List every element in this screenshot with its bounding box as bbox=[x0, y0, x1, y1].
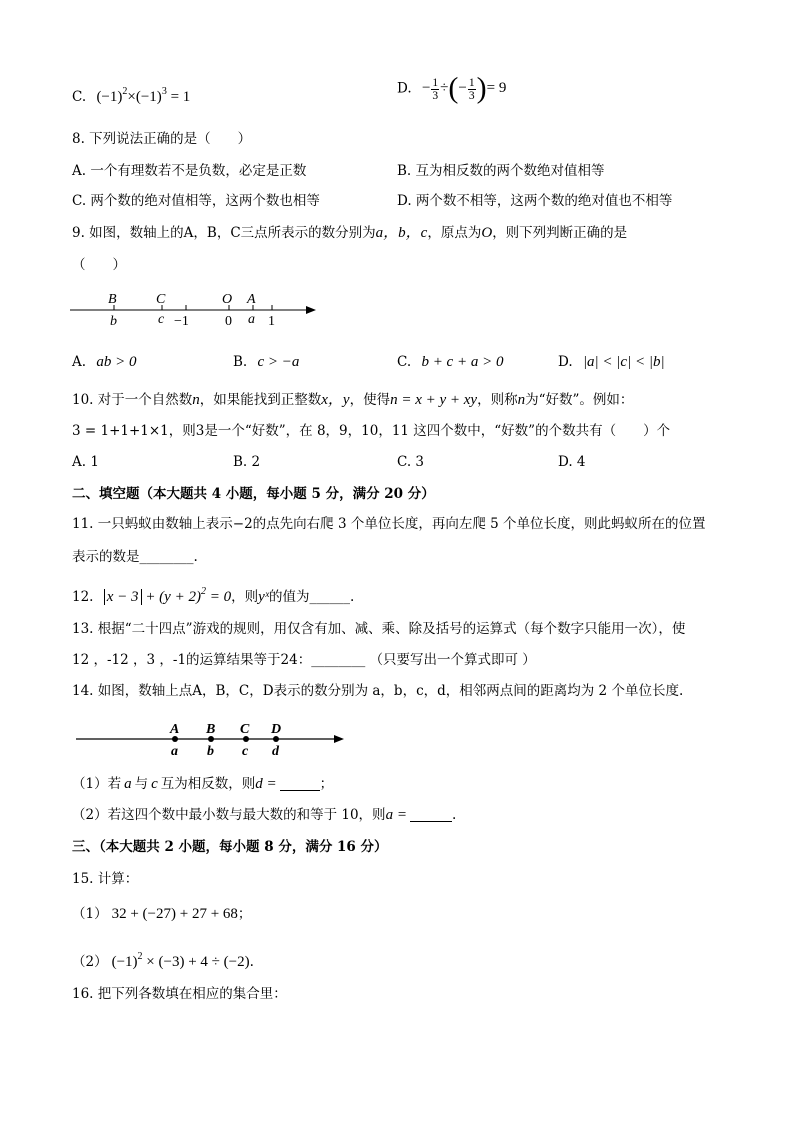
q9-option-c-expr: b + c + a > 0 bbox=[421, 354, 504, 370]
q14-part2-a: （2）若这四个数中最小数与最大数的和等于 10，则 bbox=[72, 807, 386, 823]
q14-value-c: c bbox=[242, 744, 249, 759]
q14-part1-var-a: a bbox=[124, 776, 132, 792]
q9-value-a: a bbox=[248, 312, 255, 327]
q14-part2-var: a = bbox=[385, 807, 407, 823]
q9-stem-part3: ，则下列判断正确的是 bbox=[492, 225, 628, 241]
q9-point-b: B bbox=[108, 292, 117, 307]
q9-value-1: 1 bbox=[268, 314, 275, 329]
q7-option-c bbox=[72, 83, 190, 106]
q10-option-a: A. 1 bbox=[72, 454, 99, 470]
q15-part1-end: ； bbox=[237, 906, 252, 922]
q10-option-d: D. 4 bbox=[558, 454, 586, 470]
q9-value-b: b bbox=[110, 314, 117, 329]
q9-point-o: O bbox=[222, 292, 233, 307]
q12-label: 12. bbox=[72, 589, 94, 605]
q7-option-c-label: C. bbox=[72, 89, 87, 105]
q12-tail: 的值为______. bbox=[269, 589, 355, 605]
q9-paren: （ ） bbox=[72, 257, 126, 273]
q14-part1-a: （1）若 bbox=[72, 776, 122, 792]
q7-option-d bbox=[397, 74, 506, 104]
q10-var-n-2: n bbox=[517, 392, 526, 408]
q10-text-e: 为“好数”。例如： bbox=[525, 392, 634, 408]
q10-text-b: ，如果能找到正整数 bbox=[199, 392, 322, 408]
q10-text-a: 10. 对于一个自然数 bbox=[72, 392, 193, 408]
q14-point-b: B bbox=[206, 722, 216, 737]
q15-part1-label: （1） bbox=[72, 906, 108, 922]
q15-part2-end: . bbox=[249, 954, 254, 970]
q14-point-c: C bbox=[240, 722, 250, 737]
q9-point-a: A bbox=[247, 292, 256, 307]
q7-option-d-label: D. bbox=[397, 80, 412, 97]
q10-equation: n = x + y + xy bbox=[390, 392, 478, 408]
q9-option-a bbox=[72, 353, 136, 371]
q9-option-d-expr: |a| < |c| < |b| bbox=[582, 354, 665, 370]
q10-text-d: ，则称 bbox=[477, 392, 518, 408]
q16-stem: 16. 把下列各数填在相应的集合里： bbox=[72, 986, 287, 1002]
q14-value-d: d bbox=[272, 744, 279, 759]
q10-option-c: C. 3 bbox=[397, 454, 425, 470]
q14-part1-b: 与 bbox=[134, 776, 149, 792]
q15-part2-expr: $(-1)^2 \times (-3) + 4 \div (-2)$ bbox=[111, 951, 250, 970]
q9-option-d bbox=[558, 353, 665, 371]
q15-stem: 15. 计算： bbox=[72, 871, 139, 887]
q9-value-c: c bbox=[158, 312, 165, 327]
q14-part1-end: ； bbox=[319, 776, 334, 792]
q7-option-c-expr: $(-1)^2\times(-1)^3 = 1$ bbox=[96, 86, 191, 105]
q9-stem-origin: O bbox=[481, 225, 493, 241]
q14-part2-end: . bbox=[451, 807, 457, 823]
q14-axis-arrow bbox=[334, 735, 344, 743]
section-2-heading: 二、填空题（本大题共 4 小题，每小题 5 分，满分 20 分） bbox=[72, 486, 435, 502]
q9-option-b-expr: c > −a bbox=[257, 354, 300, 370]
q8-option-d: D. 两个数不相等，这两个数的绝对值也不相等 bbox=[397, 193, 673, 209]
q14-value-b: b bbox=[207, 744, 214, 759]
q12-text: ，则 bbox=[231, 589, 259, 605]
q9-option-b bbox=[233, 353, 299, 371]
q8-option-a: A. 一个有理数若不是负数，必定是正数 bbox=[72, 163, 307, 179]
q9-axis-arrow bbox=[306, 306, 316, 314]
q13-line1: 13. 根据“二十四点”游戏的规则，用仅含有加、减、乘、除及括号的运算式（每个数字只能用一次），使 bbox=[72, 621, 686, 637]
q9-number-line bbox=[70, 290, 330, 330]
q14-number-line bbox=[76, 718, 356, 760]
q13-line2: 12 ，-12 ，3 ，-1的运算结果等于24：________ （只要写出一个算式即可 ） bbox=[72, 652, 536, 668]
q10-line2: 3 = 1+1+1×1，则3是一个“好数”，在 8，9，10，11 这四个数中，“好数”的个数共有（ ）个 bbox=[72, 423, 671, 439]
q8-stem: 8. 下列说法正确的是（ ） bbox=[72, 131, 252, 147]
q9-option-c-label: C. bbox=[397, 354, 412, 370]
q9-stem-part2: ，原点为 bbox=[427, 225, 482, 241]
q14-stem: 14. 如图，数轴上点A，B，C，D表示的数分别为 a，b，c，d，相邻两点间的距离均为 2 个单位长度. bbox=[72, 683, 684, 699]
q9-stem-part1: 9. 如图，数轴上的A，B，C三点所表示的数分别为 bbox=[72, 225, 376, 241]
q14-point-d: D bbox=[271, 722, 282, 737]
q9-option-b-label: B. bbox=[233, 354, 248, 370]
q10-line1 bbox=[72, 391, 633, 409]
q8-option-b: B. 互为相反数的两个数绝对值相等 bbox=[397, 163, 605, 179]
q9-point-c: C bbox=[156, 292, 166, 307]
q10-var-n: n bbox=[192, 392, 200, 408]
q9-stem-vars: a，b，c bbox=[375, 225, 428, 241]
q14-part1-c: 互为相反数，则 bbox=[160, 776, 256, 792]
q14-part1 bbox=[72, 775, 333, 793]
q9-value-0: 0 bbox=[225, 314, 232, 329]
q14-part1-d: d = bbox=[255, 776, 277, 792]
q14-part2-blank bbox=[410, 807, 452, 822]
q7-option-d-expr: − $\frac{1}{3}$ ÷(− $\frac{1}{3}$ )= 9 bbox=[421, 72, 507, 105]
q14-point-a: A bbox=[170, 722, 180, 737]
q14-part1-blank bbox=[280, 776, 320, 791]
q9-option-d-label: D. bbox=[558, 354, 573, 370]
q14-part1-var-c: c bbox=[151, 776, 158, 792]
q15-part2-label: （2） bbox=[72, 954, 108, 970]
q9-option-c bbox=[397, 353, 503, 371]
section-3-heading: 三、（本大题共 2 小题，每小题 8 分，满分 16 分） bbox=[72, 839, 388, 855]
q10-var-xy: x，y bbox=[321, 392, 350, 408]
q10-option-b: B. 2 bbox=[233, 454, 261, 470]
q9-value-neg1: −1 bbox=[174, 314, 189, 329]
q9-option-a-label: A. bbox=[72, 354, 87, 370]
q12-power: yˣ bbox=[258, 589, 269, 605]
q14-value-a: a bbox=[171, 744, 178, 759]
q15-part1 bbox=[72, 905, 251, 923]
q12-line bbox=[72, 583, 354, 606]
q12-expr: $x - 3 + (y + 2)^2 = 0$ bbox=[104, 589, 231, 605]
q8-option-c: C. 两个数的绝对值相等，这两个数也相等 bbox=[72, 193, 320, 209]
q10-text-c: ，使得 bbox=[349, 392, 391, 408]
q11-line1: 11. 一只蚂蚁由数轴上表示−2的点先向右爬 3 个单位长度，再向左爬 5 个单位长度，则此蚂蚁所在的位置 bbox=[72, 516, 706, 532]
q9-option-a-expr: ab > 0 bbox=[96, 354, 137, 370]
q14-part2 bbox=[72, 806, 456, 824]
q15-part2 bbox=[72, 948, 254, 971]
q9-stem bbox=[72, 224, 627, 242]
q11-line2: 表示的数是________. bbox=[72, 549, 198, 565]
q15-part1-expr: 32 + (−27) + 27 + 68 bbox=[111, 906, 238, 922]
